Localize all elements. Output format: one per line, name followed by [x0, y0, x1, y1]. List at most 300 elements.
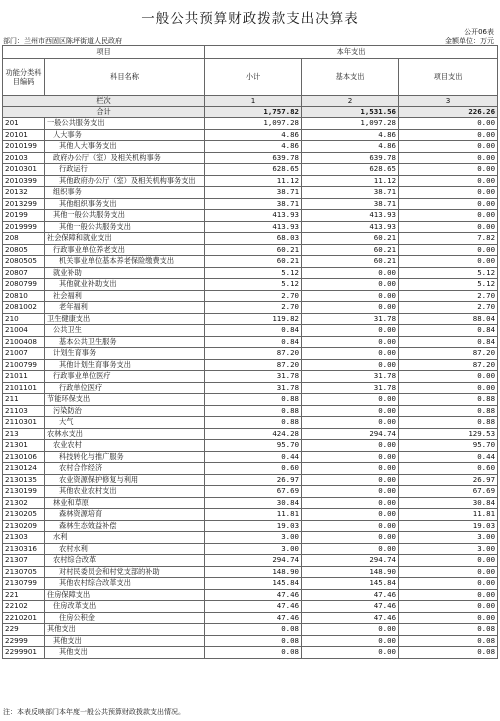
column-index-1: 1 — [205, 96, 302, 107]
row-subject-name: 其他农业农村支出 — [45, 486, 205, 498]
row-project-expenditure: 3.00 — [399, 532, 498, 544]
row-basic-expenditure: 145.84 — [302, 578, 399, 590]
row-code: 2130106 — [3, 451, 45, 463]
column-index-2: 2 — [302, 96, 399, 107]
table-row — [3, 394, 498, 406]
row-basic-expenditure: 0.00 — [302, 451, 399, 463]
table-row — [3, 152, 498, 164]
row-project-expenditure: 0.08 — [399, 647, 498, 659]
row-basic-expenditure: 0.00 — [302, 405, 399, 417]
row-subject-name: 住房改革支出 — [45, 601, 205, 613]
row-subject-name: 水利 — [45, 532, 205, 544]
row-subject-name: 森林生态效益补偿 — [45, 520, 205, 532]
row-subject-name: 节能环保支出 — [45, 394, 205, 406]
row-subtotal: 628.65 — [205, 164, 302, 176]
row-basic-expenditure: 639.78 — [302, 152, 399, 164]
row-code: 22999 — [3, 635, 45, 647]
row-subject-name: 公共卫生 — [45, 325, 205, 337]
row-subtotal: 0.88 — [205, 405, 302, 417]
row-subtotal: 148.90 — [205, 566, 302, 578]
row-code: 20132 — [3, 187, 45, 199]
table-row — [3, 497, 498, 509]
row-project-expenditure: 0.00 — [399, 601, 498, 613]
row-project-expenditure: 0.60 — [399, 463, 498, 475]
row-basic-expenditure: 60.21 — [302, 256, 399, 268]
total-row — [3, 107, 498, 118]
table-row — [3, 612, 498, 624]
row-project-expenditure: 0.00 — [399, 256, 498, 268]
table-row — [3, 267, 498, 279]
row-project-expenditure: 30.84 — [399, 497, 498, 509]
row-code: 2081002 — [3, 302, 45, 314]
row-subject-name: 大气 — [45, 417, 205, 429]
row-project-expenditure: 0.00 — [399, 129, 498, 141]
row-project-expenditure: 0.84 — [399, 336, 498, 348]
row-code: 21307 — [3, 555, 45, 567]
row-subtotal: 87.20 — [205, 348, 302, 360]
table-row — [3, 440, 498, 452]
row-project-expenditure: 95.70 — [399, 440, 498, 452]
table-row — [3, 290, 498, 302]
row-subject-name: 其他一般公共服务支出 — [45, 221, 205, 233]
row-subtotal: 0.08 — [205, 624, 302, 636]
table-row — [3, 417, 498, 429]
row-project-expenditure: 19.03 — [399, 520, 498, 532]
row-subtotal: 68.03 — [205, 233, 302, 245]
row-subject-name: 农业农村 — [45, 440, 205, 452]
table-row — [3, 543, 498, 555]
row-subtotal: 0.84 — [205, 336, 302, 348]
table-row — [3, 578, 498, 590]
row-code: 213 — [3, 428, 45, 440]
row-subtotal: 0.60 — [205, 463, 302, 475]
row-basic-expenditure: 0.00 — [302, 509, 399, 521]
row-subject-name: 机关事业单位基本养老保险缴费支出 — [45, 256, 205, 268]
row-subject-name: 污染防治 — [45, 405, 205, 417]
row-subtotal: 60.21 — [205, 244, 302, 256]
header-basic-expenditure: 基本支出 — [302, 59, 399, 96]
column-index-label: 栏次 — [3, 96, 205, 107]
table-row — [3, 474, 498, 486]
table-row — [3, 256, 498, 268]
row-basic-expenditure: 0.00 — [302, 267, 399, 279]
table-row — [3, 198, 498, 210]
row-subject-name: 政府办公厅（室）及相关机构事务 — [45, 152, 205, 164]
row-code: 2130705 — [3, 566, 45, 578]
row-basic-expenditure: 47.46 — [302, 601, 399, 613]
row-project-expenditure: 7.82 — [399, 233, 498, 245]
row-basic-expenditure: 0.00 — [302, 279, 399, 291]
row-subtotal: 424.28 — [205, 428, 302, 440]
row-project-expenditure: 0.44 — [399, 451, 498, 463]
row-subtotal: 2.70 — [205, 290, 302, 302]
row-subject-name: 农业资源保护修复与利用 — [45, 474, 205, 486]
row-project-expenditure: 0.00 — [399, 612, 498, 624]
row-subject-name: 行政事业单位养老支出 — [45, 244, 205, 256]
row-code: 21011 — [3, 371, 45, 383]
row-basic-expenditure: 0.00 — [302, 486, 399, 498]
row-project-expenditure: 0.00 — [399, 244, 498, 256]
row-code: 210 — [3, 313, 45, 325]
row-subject-name: 行政运行 — [45, 164, 205, 176]
row-subject-name: 其他支出 — [45, 624, 205, 636]
row-code: 2010199 — [3, 141, 45, 153]
row-subject-name: 一般公共服务支出 — [45, 118, 205, 130]
table-row — [3, 382, 498, 394]
row-code: 21004 — [3, 325, 45, 337]
table-row — [3, 486, 498, 498]
row-basic-expenditure: 31.78 — [302, 313, 399, 325]
row-subject-name: 其他人大事务支出 — [45, 141, 205, 153]
table-row — [3, 647, 498, 659]
row-code: 2019999 — [3, 221, 45, 233]
row-project-expenditure: 0.00 — [399, 152, 498, 164]
row-subject-name: 行政事业单位医疗 — [45, 371, 205, 383]
row-subject-name: 其他支出 — [45, 635, 205, 647]
row-subtotal: 3.00 — [205, 543, 302, 555]
row-subject-name: 其他一般公共服务支出 — [45, 210, 205, 222]
row-basic-expenditure: 60.21 — [302, 233, 399, 245]
table-row — [3, 555, 498, 567]
row-code: 20805 — [3, 244, 45, 256]
table-row — [3, 532, 498, 544]
total-project: 226.26 — [399, 107, 498, 118]
row-subtotal: 19.03 — [205, 520, 302, 532]
row-basic-expenditure: 0.00 — [302, 520, 399, 532]
row-basic-expenditure: 0.00 — [302, 463, 399, 475]
row-code: 21303 — [3, 532, 45, 544]
row-subtotal: 1,097.28 — [205, 118, 302, 130]
row-code: 20807 — [3, 267, 45, 279]
amount-unit: 金额单位：万元 — [445, 37, 494, 45]
row-project-expenditure: 0.00 — [399, 371, 498, 383]
row-subtotal: 119.82 — [205, 313, 302, 325]
row-code: 2210201 — [3, 612, 45, 624]
row-code: 20810 — [3, 290, 45, 302]
row-subject-name: 对村民委员会和村党支部的补助 — [45, 566, 205, 578]
row-subject-name: 人大事务 — [45, 129, 205, 141]
row-project-expenditure: 87.20 — [399, 359, 498, 371]
row-code: 221 — [3, 589, 45, 601]
table-row — [3, 405, 498, 417]
row-basic-expenditure: 0.00 — [302, 394, 399, 406]
row-basic-expenditure: 0.00 — [302, 543, 399, 555]
row-subject-name: 其他支出 — [45, 647, 205, 659]
row-project-expenditure: 0.84 — [399, 325, 498, 337]
header-function-code: 功能分类科目编码 — [3, 59, 45, 96]
row-basic-expenditure: 31.78 — [302, 371, 399, 383]
row-subject-name: 基本公共卫生服务 — [45, 336, 205, 348]
row-project-expenditure: 5.12 — [399, 279, 498, 291]
table-row — [3, 279, 498, 291]
table-row — [3, 336, 498, 348]
row-basic-expenditure: 628.65 — [302, 164, 399, 176]
row-subject-name: 组织事务 — [45, 187, 205, 199]
row-subject-name: 住房保障支出 — [45, 589, 205, 601]
row-subtotal: 4.86 — [205, 141, 302, 153]
row-subtotal: 11.12 — [205, 175, 302, 187]
row-code: 2130135 — [3, 474, 45, 486]
row-basic-expenditure: 4.86 — [302, 141, 399, 153]
table-row — [3, 141, 498, 153]
table-row — [3, 325, 498, 337]
row-basic-expenditure: 0.00 — [302, 635, 399, 647]
row-code: 229 — [3, 624, 45, 636]
header-row-columns — [3, 59, 498, 96]
table-row — [3, 210, 498, 222]
row-basic-expenditure: 0.00 — [302, 359, 399, 371]
row-project-expenditure: 0.00 — [399, 589, 498, 601]
table-row — [3, 244, 498, 256]
row-project-expenditure: 0.88 — [399, 394, 498, 406]
row-basic-expenditure: 4.86 — [302, 129, 399, 141]
row-code: 208 — [3, 233, 45, 245]
row-subject-name: 卫生健康支出 — [45, 313, 205, 325]
form-number: 公开06表 — [464, 28, 494, 36]
row-code: 2080799 — [3, 279, 45, 291]
row-code: 2100408 — [3, 336, 45, 348]
table-row — [3, 164, 498, 176]
table-row — [3, 359, 498, 371]
row-subject-name: 社会福利 — [45, 290, 205, 302]
row-subtotal: 38.71 — [205, 198, 302, 210]
header-subtotal: 小计 — [205, 59, 302, 96]
row-code: 21301 — [3, 440, 45, 452]
row-subtotal: 95.70 — [205, 440, 302, 452]
row-code: 2130124 — [3, 463, 45, 475]
table-row — [3, 566, 498, 578]
header-row-group — [3, 46, 498, 59]
table-row — [3, 233, 498, 245]
row-subject-name: 住房公积金 — [45, 612, 205, 624]
row-subtotal: 2.70 — [205, 302, 302, 314]
row-code: 2101101 — [3, 382, 45, 394]
row-subtotal: 0.08 — [205, 647, 302, 659]
row-code: 21007 — [3, 348, 45, 360]
row-project-expenditure: 0.88 — [399, 417, 498, 429]
row-code: 21103 — [3, 405, 45, 417]
row-code: 201 — [3, 118, 45, 130]
row-code: 21302 — [3, 497, 45, 509]
row-code: 2100799 — [3, 359, 45, 371]
row-project-expenditure: 88.04 — [399, 313, 498, 325]
row-subject-name: 其他农村综合改革支出 — [45, 578, 205, 590]
row-code: 2130199 — [3, 486, 45, 498]
row-basic-expenditure: 0.00 — [302, 624, 399, 636]
total-subtotal: 1,757.82 — [205, 107, 302, 118]
row-code: 20199 — [3, 210, 45, 222]
row-subtotal: 0.44 — [205, 451, 302, 463]
row-subtotal: 47.46 — [205, 589, 302, 601]
row-project-expenditure: 3.00 — [399, 543, 498, 555]
row-project-expenditure: 0.00 — [399, 578, 498, 590]
row-project-expenditure: 0.08 — [399, 624, 498, 636]
row-subtotal: 639.78 — [205, 152, 302, 164]
row-subject-name: 森林资源培育 — [45, 509, 205, 521]
row-basic-expenditure: 47.46 — [302, 589, 399, 601]
row-subtotal: 413.93 — [205, 221, 302, 233]
row-code: 2130799 — [3, 578, 45, 590]
row-subtotal: 26.97 — [205, 474, 302, 486]
column-index-3: 3 — [399, 96, 498, 107]
row-subtotal: 0.88 — [205, 394, 302, 406]
row-basic-expenditure: 0.00 — [302, 290, 399, 302]
row-subject-name: 其他就业补助支出 — [45, 279, 205, 291]
row-subtotal: 30.84 — [205, 497, 302, 509]
header-project: 项目 — [3, 46, 205, 59]
row-subtotal: 5.12 — [205, 279, 302, 291]
header-subject-name: 科目名称 — [45, 59, 205, 96]
row-project-expenditure: 11.81 — [399, 509, 498, 521]
row-code: 211 — [3, 394, 45, 406]
row-basic-expenditure: 1,097.28 — [302, 118, 399, 130]
department-label: 部门：兰州市西固区陈坪街道人民政府 — [3, 37, 122, 45]
row-subtotal: 145.84 — [205, 578, 302, 590]
row-basic-expenditure: 294.74 — [302, 428, 399, 440]
row-basic-expenditure: 60.21 — [302, 244, 399, 256]
row-project-expenditure: 0.00 — [399, 198, 498, 210]
row-code: 2299901 — [3, 647, 45, 659]
row-basic-expenditure: 0.00 — [302, 336, 399, 348]
row-basic-expenditure: 47.46 — [302, 612, 399, 624]
row-basic-expenditure: 31.78 — [302, 382, 399, 394]
row-subtotal: 11.81 — [205, 509, 302, 521]
row-code: 2010301 — [3, 164, 45, 176]
table-row — [3, 187, 498, 199]
row-code: 22102 — [3, 601, 45, 613]
row-subtotal: 31.78 — [205, 382, 302, 394]
row-subject-name: 其他组织事务支出 — [45, 198, 205, 210]
row-project-expenditure: 0.00 — [399, 187, 498, 199]
row-subject-name: 农林水支出 — [45, 428, 205, 440]
table-row — [3, 463, 498, 475]
row-subtotal: 5.12 — [205, 267, 302, 279]
table-row — [3, 635, 498, 647]
row-code: 2013299 — [3, 198, 45, 210]
table-row — [3, 129, 498, 141]
row-project-expenditure: 0.00 — [399, 164, 498, 176]
row-subject-name: 农村综合改革 — [45, 555, 205, 567]
row-basic-expenditure: 0.00 — [302, 302, 399, 314]
row-code: 2130209 — [3, 520, 45, 532]
footnote: 注：本表反映部门本年度一般公共预算财政拨款支出情况。 — [3, 708, 185, 716]
row-project-expenditure: 0.00 — [399, 555, 498, 567]
row-subject-name: 行政单位医疗 — [45, 382, 205, 394]
row-basic-expenditure: 11.12 — [302, 175, 399, 187]
row-project-expenditure: 26.97 — [399, 474, 498, 486]
row-subject-name: 其他政府办公厅（室）及相关机构事务支出 — [45, 175, 205, 187]
row-project-expenditure: 129.53 — [399, 428, 498, 440]
table-row — [3, 601, 498, 613]
row-subtotal: 294.74 — [205, 555, 302, 567]
row-basic-expenditure: 0.00 — [302, 348, 399, 360]
table-row — [3, 589, 498, 601]
table-row — [3, 313, 498, 325]
row-project-expenditure: 2.70 — [399, 302, 498, 314]
row-subject-name: 计划生育事务 — [45, 348, 205, 360]
row-project-expenditure: 0.00 — [399, 382, 498, 394]
row-subtotal: 60.21 — [205, 256, 302, 268]
row-basic-expenditure: 0.00 — [302, 647, 399, 659]
row-basic-expenditure: 0.00 — [302, 474, 399, 486]
total-basic: 1,531.56 — [302, 107, 399, 118]
table-row — [3, 371, 498, 383]
row-subject-name: 科技转化与推广服务 — [45, 451, 205, 463]
row-project-expenditure: 0.00 — [399, 175, 498, 187]
table-row — [3, 520, 498, 532]
row-basic-expenditure: 0.00 — [302, 532, 399, 544]
table-row — [3, 624, 498, 636]
row-subtotal: 3.00 — [205, 532, 302, 544]
row-subtotal: 47.46 — [205, 601, 302, 613]
row-project-expenditure: 0.00 — [399, 141, 498, 153]
row-project-expenditure: 0.00 — [399, 118, 498, 130]
row-code: 2130205 — [3, 509, 45, 521]
table-row — [3, 428, 498, 440]
expenditure-table — [2, 45, 498, 659]
row-subject-name: 老年福利 — [45, 302, 205, 314]
row-subtotal: 47.46 — [205, 612, 302, 624]
row-subtotal: 413.93 — [205, 210, 302, 222]
row-subject-name: 农村水利 — [45, 543, 205, 555]
row-code: 2110301 — [3, 417, 45, 429]
row-basic-expenditure: 413.93 — [302, 221, 399, 233]
row-subject-name: 农村合作经济 — [45, 463, 205, 475]
table-body — [3, 46, 498, 659]
row-code: 2130316 — [3, 543, 45, 555]
row-subject-name: 林业和草原 — [45, 497, 205, 509]
table-row — [3, 302, 498, 314]
row-project-expenditure: 0.88 — [399, 405, 498, 417]
row-basic-expenditure: 0.00 — [302, 325, 399, 337]
row-subtotal: 4.86 — [205, 129, 302, 141]
table-row — [3, 509, 498, 521]
row-basic-expenditure: 413.93 — [302, 210, 399, 222]
row-subject-name: 社会保障和就业支出 — [45, 233, 205, 245]
document-title: 一般公共预算财政拨款支出决算表 — [141, 11, 359, 27]
row-basic-expenditure: 0.00 — [302, 497, 399, 509]
header-project-expenditure: 项目支出 — [399, 59, 498, 96]
row-basic-expenditure: 0.00 — [302, 417, 399, 429]
column-index-row — [3, 96, 498, 107]
row-project-expenditure: 67.69 — [399, 486, 498, 498]
row-project-expenditure: 0.00 — [399, 221, 498, 233]
row-subtotal: 0.08 — [205, 635, 302, 647]
row-subject-name: 就业补助 — [45, 267, 205, 279]
table-row — [3, 221, 498, 233]
table-row — [3, 348, 498, 360]
row-project-expenditure: 0.00 — [399, 210, 498, 222]
header-current-year-expenditure: 本年支出 — [205, 46, 498, 59]
row-code: 2010399 — [3, 175, 45, 187]
row-code: 20103 — [3, 152, 45, 164]
row-subtotal: 87.20 — [205, 359, 302, 371]
row-project-expenditure: 2.70 — [399, 290, 498, 302]
row-subtotal: 0.84 — [205, 325, 302, 337]
table-row — [3, 451, 498, 463]
table-row — [3, 175, 498, 187]
row-basic-expenditure: 148.90 — [302, 566, 399, 578]
row-code: 2080505 — [3, 256, 45, 268]
total-label: 合计 — [3, 107, 205, 118]
table-row — [3, 118, 498, 130]
row-code: 20101 — [3, 129, 45, 141]
row-subject-name: 其他计划生育事务支出 — [45, 359, 205, 371]
row-subtotal: 38.71 — [205, 187, 302, 199]
row-subtotal: 0.88 — [205, 417, 302, 429]
row-basic-expenditure: 38.71 — [302, 187, 399, 199]
row-basic-expenditure: 294.74 — [302, 555, 399, 567]
